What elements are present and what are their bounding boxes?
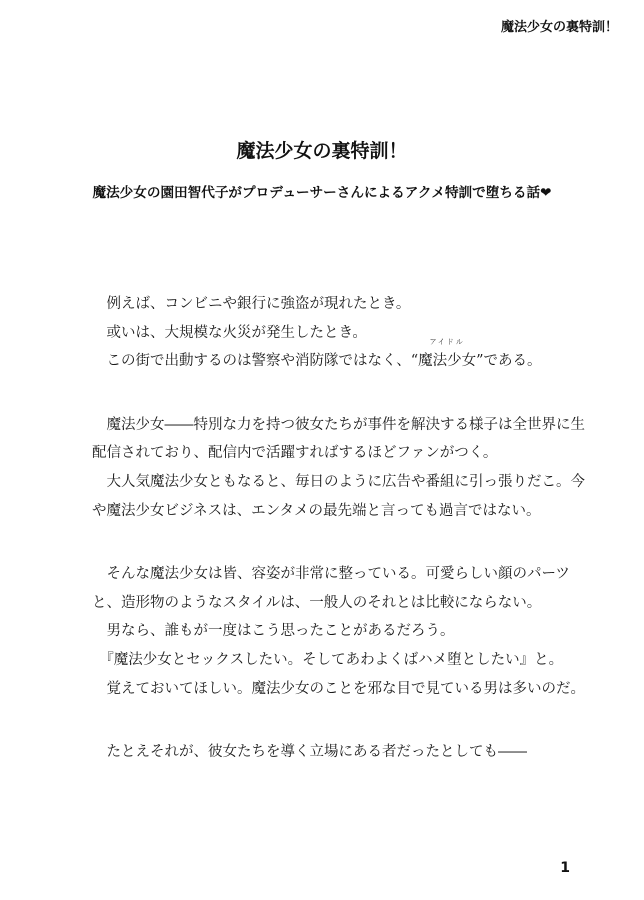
text-line: と、造形物のようなスタイルは、一般人のそれとは比較にならない。 bbox=[92, 594, 542, 611]
paragraph bbox=[92, 738, 562, 767]
text-segment: ”である。 bbox=[476, 353, 542, 370]
ruby-base: 魔法少女 bbox=[418, 353, 477, 370]
chapter-subtitle: 魔法少女の園田智代子がプロデューサーさんによるアクメ特訓で堕ちる話❤ bbox=[92, 185, 552, 201]
text-line: 覚えておいてほしい。魔法少女のことを邪な目で見ている男は多いのだ。 bbox=[92, 680, 585, 697]
text-line: 男なら、誰もが一度はこう思ったことがあるだろう。 bbox=[92, 623, 455, 640]
text-line: 大人気魔法少女ともなると、毎日のように広告や番組に引っ張りだこ。今 bbox=[92, 473, 585, 490]
text-line: そんな魔法少女は皆、容姿が非常に整っている。可愛らしい顔のパーツ bbox=[92, 566, 570, 583]
text-line: 例えば、コンビニや銀行に強盗が現れたとき。 bbox=[92, 296, 411, 312]
text-segment: この街で出動するのは警察や消防隊ではなく、“ bbox=[92, 353, 419, 370]
text-line: 魔法少女――特別な力を持つ彼女たちが事件を解決する様子は全世界に生 bbox=[92, 416, 585, 433]
running-header: 魔法少女の裏特訓！ bbox=[500, 20, 618, 35]
paragraph bbox=[92, 290, 562, 376]
chapter-title: 魔法少女の裏特訓！ bbox=[236, 140, 408, 162]
paragraph bbox=[92, 560, 585, 703]
text-line: たとえそれが、彼女たちを導く立場にある者だったとしても―― bbox=[92, 744, 527, 761]
text-line: や魔法少女ビジネスは、エンタメの最先端と言っても過言ではない。 bbox=[92, 502, 541, 519]
paragraph bbox=[92, 411, 585, 525]
body-text bbox=[92, 290, 585, 802]
text-line: 配信されており、配信内で活躍すればするほどファンがつく。 bbox=[92, 445, 498, 462]
page-number: 1 bbox=[560, 860, 570, 876]
ruby-word bbox=[418, 338, 477, 376]
text-line: 『魔法少女とセックスしたい。そしてあわよくばハメ堕としたい』と。 bbox=[92, 651, 564, 668]
text-line: 或いは、大規模な火災が発生したとき。 bbox=[92, 324, 367, 341]
ruby-annotation: アイドル bbox=[429, 338, 465, 347]
text-line-with-ruby bbox=[92, 338, 562, 376]
